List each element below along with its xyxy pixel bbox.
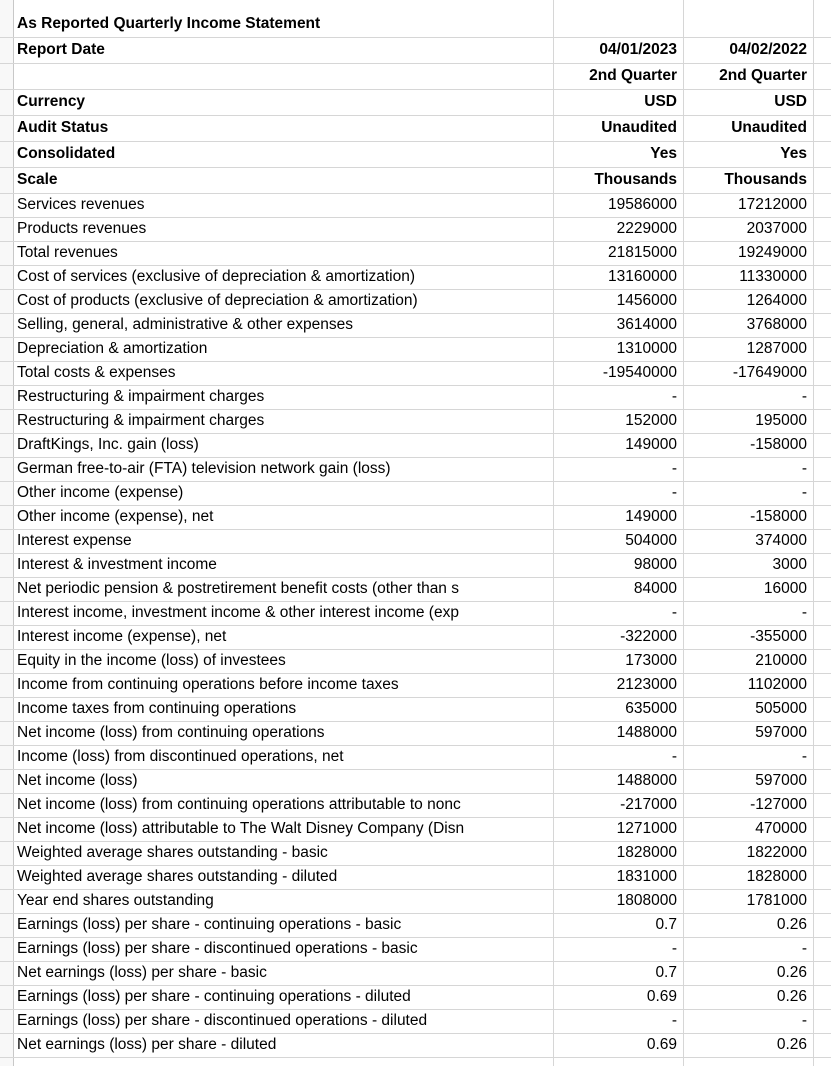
- row-label-cell[interactable]: Income (loss) from discontinued operations, net: [17, 748, 344, 765]
- q-2023-cell[interactable]: 98000: [633, 556, 677, 573]
- q-2022-cell[interactable]: -17649000: [732, 364, 807, 381]
- q-2023-cell[interactable]: -: [671, 604, 677, 621]
- row-label-cell[interactable]: Report Date: [17, 41, 105, 58]
- q-2022-cell[interactable]: -158000: [750, 508, 807, 525]
- row-number-marker[interactable]: [0, 1018, 7, 1025]
- q-2023-cell[interactable]: 1828000: [616, 844, 677, 861]
- row-number-marker[interactable]: [0, 370, 7, 377]
- table-row[interactable]: [0, 337, 831, 362]
- q-2022-cell[interactable]: 0.26: [776, 916, 807, 933]
- table-row[interactable]: [0, 167, 831, 194]
- row-label-cell[interactable]: Earnings (loss) per share - discontinued operations - basic: [17, 940, 418, 957]
- table-row[interactable]: [0, 89, 831, 116]
- q-2023-cell[interactable]: 1271000: [616, 820, 677, 837]
- table-row[interactable]: [0, 601, 831, 626]
- row-label-cell[interactable]: Equity in the income (loss) of investees: [17, 652, 286, 669]
- q-2022-cell[interactable]: 17212000: [738, 196, 807, 213]
- row-label-cell[interactable]: Income taxes from continuing operations: [17, 700, 297, 717]
- row-number-marker[interactable]: [0, 874, 7, 881]
- row-label-cell[interactable]: DraftKings, Inc. gain (loss): [17, 436, 199, 453]
- q-2022-cell[interactable]: 470000: [755, 820, 807, 837]
- q-2022-cell[interactable]: 2nd Quarter: [719, 67, 807, 84]
- table-row[interactable]: [0, 289, 831, 314]
- row-label-cell[interactable]: Net income (loss) from continuing operations: [17, 724, 325, 741]
- q-2023-cell[interactable]: 0.69: [646, 988, 677, 1005]
- q-2022-cell[interactable]: Thousands: [724, 171, 807, 188]
- q-2022-cell[interactable]: 505000: [755, 700, 807, 717]
- q-2022-cell[interactable]: 597000: [755, 724, 807, 741]
- row-number-marker[interactable]: [0, 754, 7, 761]
- row-label-cell[interactable]: Net earnings (loss) per share - diluted: [17, 1036, 277, 1053]
- row-label-cell[interactable]: Net earnings (loss) per share - basic: [17, 964, 267, 981]
- table-row[interactable]: [0, 1009, 831, 1034]
- q-2023-cell[interactable]: 635000: [625, 700, 677, 717]
- table-row[interactable]: [0, 241, 831, 266]
- row-number-marker[interactable]: [0, 418, 7, 425]
- table-row[interactable]: [0, 505, 831, 530]
- row-number-marker[interactable]: [0, 322, 7, 329]
- table-row[interactable]: [0, 841, 831, 866]
- row-number-marker[interactable]: [0, 826, 7, 833]
- row-number-marker[interactable]: [0, 20, 7, 27]
- q-2022-cell[interactable]: 1287000: [746, 340, 807, 357]
- table-row[interactable]: [0, 577, 831, 602]
- q-2022-cell[interactable]: -: [801, 604, 807, 621]
- q-2023-cell[interactable]: 173000: [625, 652, 677, 669]
- q-2023-cell[interactable]: 0.7: [655, 964, 677, 981]
- q-2022-cell[interactable]: -: [801, 484, 807, 501]
- row-label-cell[interactable]: Weighted average shares outstanding - basic: [17, 844, 328, 861]
- q-2023-cell[interactable]: 2229000: [616, 220, 677, 237]
- row-number-marker[interactable]: [0, 466, 7, 473]
- table-row[interactable]: [0, 673, 831, 698]
- table-row[interactable]: [0, 481, 831, 506]
- q-2023-cell[interactable]: 504000: [625, 532, 677, 549]
- q-2022-cell[interactable]: 374000: [755, 532, 807, 549]
- row-number-marker[interactable]: [0, 850, 7, 857]
- row-number-marker[interactable]: [0, 970, 7, 977]
- q-2023-cell[interactable]: 1808000: [616, 892, 677, 909]
- q-2023-cell[interactable]: 21815000: [608, 244, 677, 261]
- table-row[interactable]: [0, 745, 831, 770]
- row-label-cell[interactable]: Earnings (loss) per share - continuing operations - diluted: [17, 988, 411, 1005]
- q-2023-cell[interactable]: Yes: [650, 145, 677, 162]
- q-2023-cell[interactable]: 13160000: [608, 268, 677, 285]
- row-number-marker[interactable]: [0, 1042, 7, 1049]
- row-number-marker[interactable]: [0, 562, 7, 569]
- row-label-cell[interactable]: Other income (expense): [17, 484, 184, 501]
- table-row[interactable]: [0, 937, 831, 962]
- table-row[interactable]: [0, 457, 831, 482]
- q-2022-cell[interactable]: 0.26: [776, 1036, 807, 1053]
- q-2022-cell[interactable]: 3000: [772, 556, 807, 573]
- row-label-cell[interactable]: Total revenues: [17, 244, 118, 261]
- q-2022-cell[interactable]: 19249000: [738, 244, 807, 261]
- q-2022-cell[interactable]: 1822000: [746, 844, 807, 861]
- row-number-marker[interactable]: [0, 202, 7, 209]
- row-number-marker[interactable]: [0, 150, 7, 157]
- q-2023-cell[interactable]: 1831000: [616, 868, 677, 885]
- row-label-cell[interactable]: Depreciation & amortization: [17, 340, 208, 357]
- row-label-cell[interactable]: Net income (loss) attributable to The Walt Disney Company (Disn: [17, 820, 465, 837]
- table-row[interactable]: [0, 529, 831, 554]
- q-2023-cell[interactable]: 1310000: [616, 340, 677, 357]
- q-2023-cell[interactable]: -: [671, 940, 677, 957]
- row-number-marker[interactable]: [0, 634, 7, 641]
- row-label-cell[interactable]: Net periodic pension & postretirement benefit costs (other than s: [17, 580, 459, 597]
- row-number-marker[interactable]: [0, 250, 7, 257]
- row-label-cell[interactable]: Interest expense: [17, 532, 132, 549]
- row-label-cell[interactable]: Interest & investment income: [17, 556, 217, 573]
- q-2023-cell[interactable]: [555, 11, 677, 37]
- row-label-cell[interactable]: Restructuring & impairment charges: [17, 412, 265, 429]
- row-number-marker[interactable]: [0, 682, 7, 689]
- table-row[interactable]: [0, 985, 831, 1010]
- row-number-marker[interactable]: [0, 98, 7, 105]
- row-number-marker[interactable]: [0, 226, 7, 233]
- row-number-marker[interactable]: [0, 898, 7, 905]
- q-2022-cell[interactable]: -: [801, 1012, 807, 1029]
- table-row[interactable]: [0, 721, 831, 746]
- row-label-cell[interactable]: German free-to-air (FTA) television network gain (loss): [17, 460, 391, 477]
- table-row[interactable]: [0, 625, 831, 650]
- row-label-cell[interactable]: Consolidated: [17, 145, 116, 162]
- q-2023-cell[interactable]: 84000: [633, 580, 677, 597]
- q-2023-cell[interactable]: Unaudited: [601, 119, 677, 136]
- q-2022-cell[interactable]: 3768000: [746, 316, 807, 333]
- row-number-marker[interactable]: [0, 922, 7, 929]
- q-2022-cell[interactable]: 210000: [755, 652, 807, 669]
- table-row[interactable]: [0, 913, 831, 938]
- table-row[interactable]: [0, 115, 831, 142]
- row-label-cell[interactable]: Total costs & expenses: [17, 364, 176, 381]
- table-row[interactable]: [0, 217, 831, 242]
- q-2023-cell[interactable]: -: [671, 388, 677, 405]
- q-2022-cell[interactable]: 2037000: [746, 220, 807, 237]
- q-2022-cell[interactable]: 1102000: [747, 676, 807, 693]
- q-2022-cell[interactable]: -: [801, 748, 807, 765]
- table-row[interactable]: [0, 1033, 831, 1058]
- row-label-cell[interactable]: Interest income (expense), net: [17, 628, 227, 645]
- table-row[interactable]: [0, 649, 831, 674]
- row-label-cell[interactable]: Scale: [17, 171, 58, 188]
- table-row[interactable]: [0, 63, 831, 90]
- table-row[interactable]: [0, 817, 831, 842]
- q-2022-cell[interactable]: Yes: [780, 145, 807, 162]
- table-row[interactable]: [0, 433, 831, 458]
- table-row[interactable]: [0, 265, 831, 290]
- row-label-cell[interactable]: Other income (expense), net: [17, 508, 214, 525]
- table-row[interactable]: [0, 865, 831, 890]
- row-number-marker[interactable]: [0, 802, 7, 809]
- q-2022-cell[interactable]: -158000: [750, 436, 807, 453]
- q-2022-cell[interactable]: -127000: [750, 796, 807, 813]
- table-row[interactable]: [0, 553, 831, 578]
- row-number-marker[interactable]: [0, 124, 7, 131]
- row-label-cell[interactable]: Selling, general, administrative & other expenses: [17, 316, 354, 333]
- table-row[interactable]: [0, 313, 831, 338]
- row-number-marker[interactable]: [0, 538, 7, 545]
- q-2023-cell[interactable]: -19540000: [602, 364, 677, 381]
- table-row[interactable]: [0, 37, 831, 64]
- row-number-marker[interactable]: [0, 490, 7, 497]
- q-2023-cell[interactable]: 0.69: [646, 1036, 677, 1053]
- q-2022-cell[interactable]: -355000: [750, 628, 807, 645]
- table-row[interactable]: [0, 193, 831, 218]
- q-2022-cell[interactable]: 04/02/2022: [729, 41, 807, 58]
- row-label-cell[interactable]: Restructuring & impairment charges: [17, 388, 265, 405]
- row-label-cell[interactable]: Year end shares outstanding: [17, 892, 214, 909]
- table-row[interactable]: [0, 11, 831, 38]
- row-number-marker[interactable]: [0, 298, 7, 305]
- table-row[interactable]: [0, 793, 831, 818]
- q-2023-cell[interactable]: 1456000: [616, 292, 677, 309]
- row-number-marker[interactable]: [0, 778, 7, 785]
- q-2023-cell[interactable]: 1488000: [616, 724, 677, 741]
- table-row[interactable]: [0, 141, 831, 168]
- table-row[interactable]: [0, 697, 831, 722]
- row-number-marker[interactable]: [0, 346, 7, 353]
- q-2023-cell[interactable]: -: [671, 484, 677, 501]
- row-number-marker[interactable]: [0, 394, 7, 401]
- row-label-cell[interactable]: Weighted average shares outstanding - diluted: [17, 868, 338, 885]
- row-label-cell[interactable]: Services revenues: [17, 196, 145, 213]
- row-number-marker[interactable]: [0, 610, 7, 617]
- q-2023-cell[interactable]: -217000: [620, 796, 677, 813]
- q-2023-cell[interactable]: 149000: [625, 436, 677, 453]
- row-label-cell[interactable]: Net income (loss): [17, 772, 138, 789]
- q-2023-cell[interactable]: 19586000: [608, 196, 677, 213]
- q-2023-cell[interactable]: Thousands: [594, 171, 677, 188]
- q-2023-cell[interactable]: -: [671, 1012, 677, 1029]
- table-row[interactable]: [0, 769, 831, 794]
- q-2023-cell[interactable]: 2123000: [616, 676, 677, 693]
- q-2022-cell[interactable]: 1264000: [746, 292, 807, 309]
- row-number-marker[interactable]: [0, 274, 7, 281]
- q-2023-cell[interactable]: 3614000: [616, 316, 677, 333]
- q-2023-cell[interactable]: 0.7: [655, 916, 677, 933]
- q-2022-cell[interactable]: 0.26: [776, 988, 807, 1005]
- row-label-cell[interactable]: Income from continuing operations before income taxes: [17, 676, 399, 693]
- q-2022-cell[interactable]: -: [801, 940, 807, 957]
- q-2022-cell[interactable]: 195000: [755, 412, 807, 429]
- row-number-marker[interactable]: [0, 706, 7, 713]
- row-label-cell[interactable]: [17, 63, 553, 89]
- table-row[interactable]: [0, 385, 831, 410]
- q-2023-cell[interactable]: 1488000: [616, 772, 677, 789]
- table-row[interactable]: [0, 361, 831, 386]
- row-number-marker[interactable]: [0, 586, 7, 593]
- row-label-cell[interactable]: Earnings (loss) per share - discontinued operations - diluted: [17, 1012, 428, 1029]
- q-2023-cell[interactable]: -: [671, 460, 677, 477]
- row-label-cell[interactable]: Cost of products (exclusive of depreciation & amortization): [17, 292, 418, 309]
- q-2022-cell[interactable]: Unaudited: [731, 119, 807, 136]
- row-number-marker[interactable]: [0, 994, 7, 1001]
- q-2022-cell[interactable]: 597000: [755, 772, 807, 789]
- q-2022-cell[interactable]: USD: [774, 93, 807, 110]
- q-2023-cell[interactable]: 04/01/2023: [599, 41, 677, 58]
- row-label-cell[interactable]: Net income (loss) from continuing operations attributable to nonc: [17, 796, 461, 813]
- row-label-cell[interactable]: Earnings (loss) per share - continuing operations - basic: [17, 916, 402, 933]
- row-label-cell[interactable]: Interest income, investment income & other interest income (exp: [17, 604, 459, 621]
- row-number-marker[interactable]: [0, 72, 7, 79]
- q-2023-cell[interactable]: 152000: [625, 412, 677, 429]
- q-2022-cell[interactable]: 11330000: [739, 268, 807, 285]
- row-number-marker[interactable]: [0, 514, 7, 521]
- q-2022-cell[interactable]: [685, 11, 807, 37]
- row-number-marker[interactable]: [0, 442, 7, 449]
- q-2022-cell[interactable]: 1781000: [746, 892, 807, 909]
- row-label-cell[interactable]: Cost of services (exclusive of depreciation & amortization): [17, 268, 415, 285]
- row-label-cell[interactable]: As Reported Quarterly Income Statement: [17, 15, 321, 32]
- row-label-cell[interactable]: Currency: [17, 93, 86, 110]
- q-2022-cell[interactable]: -: [801, 388, 807, 405]
- table-row[interactable]: [0, 961, 831, 986]
- q-2023-cell[interactable]: USD: [644, 93, 677, 110]
- q-2023-cell[interactable]: -322000: [620, 628, 677, 645]
- row-number-marker[interactable]: [0, 658, 7, 665]
- q-2022-cell[interactable]: 0.26: [776, 964, 807, 981]
- row-number-marker[interactable]: [0, 730, 7, 737]
- q-2023-cell[interactable]: 149000: [625, 508, 677, 525]
- q-2023-cell[interactable]: -: [671, 748, 677, 765]
- q-2022-cell[interactable]: 16000: [763, 580, 807, 597]
- row-number-marker[interactable]: [0, 176, 7, 183]
- q-2022-cell[interactable]: 1828000: [746, 868, 807, 885]
- row-label-cell[interactable]: Products revenues: [17, 220, 147, 237]
- row-number-marker[interactable]: [0, 46, 7, 53]
- q-2022-cell[interactable]: -: [801, 460, 807, 477]
- q-2023-cell[interactable]: 2nd Quarter: [589, 67, 677, 84]
- row-label-cell[interactable]: Audit Status: [17, 119, 109, 136]
- table-row[interactable]: [0, 889, 831, 914]
- row-number-marker[interactable]: [0, 946, 7, 953]
- table-row[interactable]: [0, 409, 831, 434]
